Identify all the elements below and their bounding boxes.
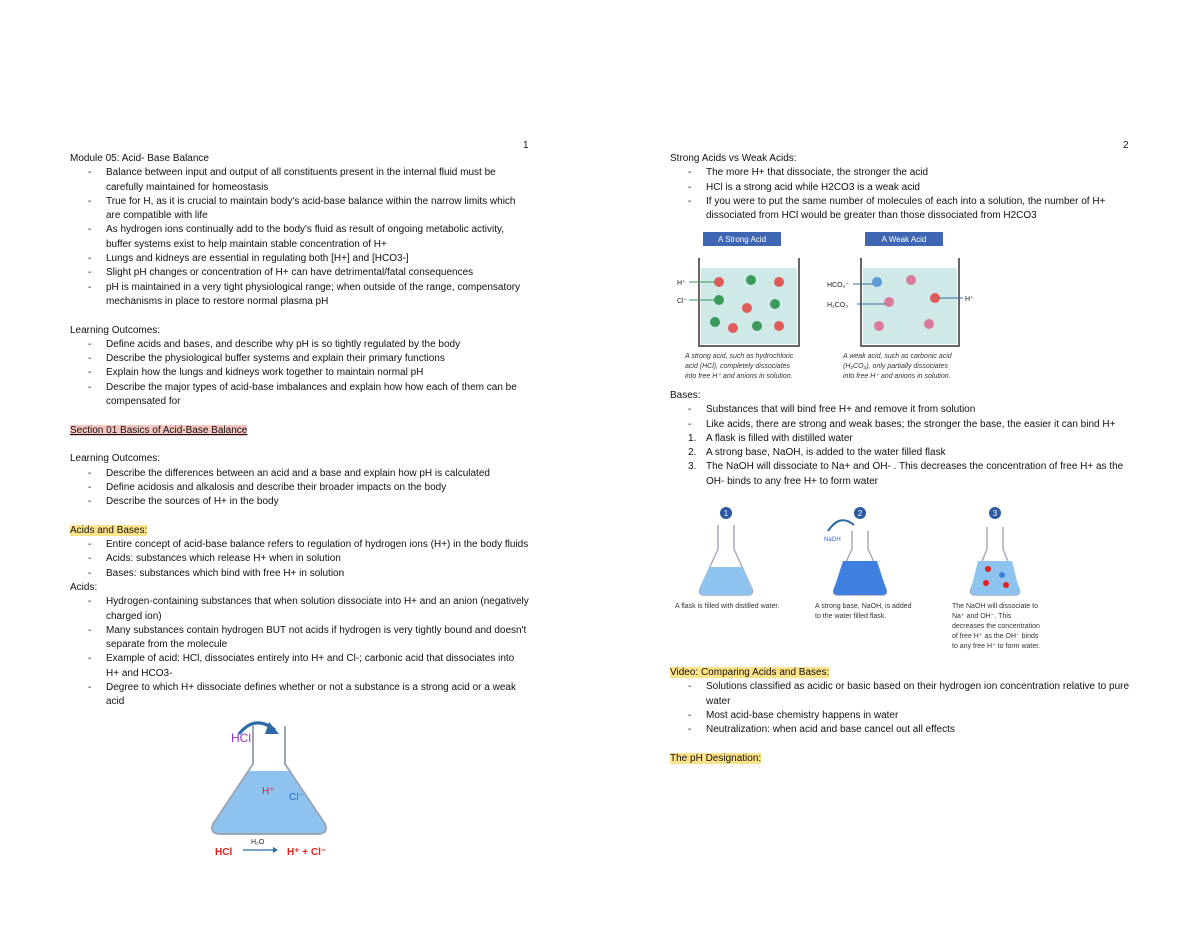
list-item: - Substances that will bind free H+ and remove it from solution: [670, 403, 1130, 417]
weak-h2co3-label: H₂CO₃: [827, 302, 849, 309]
list-item: - Describe the physiological buffer systems and explain their primary functions: [70, 352, 530, 366]
list-item: - Hydrogen-containing substances that when solution dissociate into H+ and an anion (negatively charged ion): [70, 595, 530, 624]
list-item: - Entire concept of acid-base balance refers to regulation of hydrogen ions (H+) in the body fluids: [70, 538, 530, 552]
hcl-label: HCl: [231, 731, 251, 745]
ph-heading: The pH Designation:: [670, 752, 762, 764]
list-item: - Most acid-base chemistry happens in water: [670, 709, 1130, 723]
strong-h-label: H⁺: [677, 280, 686, 287]
naoh-flask-figure: [690, 505, 1070, 600]
page2-video-column: [670, 666, 1130, 766]
learning-outcomes-list: [70, 338, 530, 409]
strong-weak-heading: Strong Acids vs Weak Acids:: [670, 153, 797, 164]
step-1-badge: 1: [723, 509, 729, 518]
list-item: - Define acids and bases, and describe why pH is so tightly regulated by the body: [70, 338, 530, 352]
list-item: - Define acidosis and alkalosis and describe their broader impacts on the body: [70, 481, 530, 495]
strong-cl-label: Cl⁻: [677, 298, 688, 305]
bases-list: [670, 403, 1130, 432]
video-heading: Video: Comparing Acids and Bases:: [670, 667, 830, 678]
acids-heading: Acids:: [70, 581, 98, 593]
equation-water: H₂O: [251, 839, 265, 846]
list-item: - Describe the differences between an acid and a base and explain how pH is calculated: [70, 467, 530, 481]
hcl-flask-figure: [205, 716, 375, 856]
weak-acid-title: A Weak Acid: [881, 235, 927, 244]
list-item: - If you were to put the same number of molecules of each into a solution, the number of H+ dissociated from HCl would be greater than those dissociated from H2CO3: [670, 195, 1130, 224]
list-item: - Explain how the lungs and kidneys work together to maintain normal pH: [70, 366, 530, 380]
equation-right: H⁺ + Cl⁻: [287, 847, 327, 856]
intro-list: [70, 166, 530, 309]
strong-acid-title: A Strong Acid: [717, 235, 767, 244]
list-item: - Describe the major types of acid-base imbalances and explain how how each of them can be compensated for: [70, 381, 530, 410]
page-number-1: 1: [523, 140, 529, 151]
step-2-badge: 2: [857, 509, 863, 518]
equation-left: HCl: [215, 847, 233, 856]
weak-h-label: H⁺: [965, 296, 974, 303]
list-item: 2. A strong base, NaOH, is added to the water filled flask: [688, 447, 946, 459]
flask-caption-1: A flask is filled with distilled water.: [675, 603, 780, 610]
flask-caption-3: The NaOH will dissociate to Na⁺ and OH⁻. This decreases the concentration of free H⁺ as the OH⁻ binds to any free H⁺ to form water.: [952, 603, 1041, 650]
list-item: 3. The NaOH will dissociate to Na+ and OH- . This decreases the concentration of free H+ as the OH- binds to any free H+ to form water: [688, 461, 1124, 487]
list-item: - Lungs and kidneys are essential in regulating both [H+] and [HCO3-]: [70, 252, 530, 266]
list-item: - Balance between input and output of all constituents present in the internal fluid must be carefully maintained for homeostasis: [70, 166, 530, 195]
list-item: - Many substances contain hydrogen BUT not acids if hydrogen is very tightly bound and doesn't separate from the molecule: [70, 624, 530, 653]
weak-hco3-label: HCO₃⁻: [827, 282, 850, 289]
page2-top-column: [670, 152, 1130, 223]
video-list: [670, 680, 1130, 737]
list-item: - The more H+ that dissociate, the stronger the acid: [670, 166, 1130, 180]
acids-bases-list: [70, 538, 530, 581]
list-item: - Bases: substances which bind with free H+ in solution: [70, 567, 530, 581]
naoh-arrow-label: NaOH: [824, 537, 841, 543]
h-ion-label: H⁺: [262, 786, 275, 797]
section-heading: Section 01 Basics of Acid-Base Balance: [70, 424, 248, 436]
list-item: 1. A flask is filled with distilled water: [688, 432, 853, 444]
weak-acid-caption: A weak acid, such as carbonic acid (H₂CO₃), only partially dissociates into free H⁺ and anions in solution.: [843, 353, 952, 380]
learning-outcomes-heading: Learning Outcomes:: [70, 324, 161, 336]
page1-column: [70, 152, 530, 710]
page2-bases-column: [670, 389, 1130, 489]
section-outcomes-list: [70, 467, 530, 510]
flask-caption-2: A strong base, NaOH, is added to the water filled flask.: [815, 603, 912, 620]
bases-steps-list: [670, 432, 1130, 489]
list-item: - As hydrogen ions continually add to the body's fluid as result of ongoing metabolic activity, buffer systems exist to help maintain stable concentration of H+: [70, 223, 530, 252]
list-item: - Slight pH changes or concentration of H+ can have detrimental/fatal consequences: [70, 266, 530, 280]
page-number-2: 2: [1123, 140, 1129, 151]
list-item: - Like acids, there are strong and weak bases; the stronger the base, the easier it can bind H+: [670, 418, 1130, 432]
step-3-badge: 3: [992, 509, 998, 518]
bases-heading: Bases:: [670, 390, 701, 401]
list-item: - Degree to which H+ dissociate defines whether or not a substance is a strong acid or a weak acid: [70, 681, 530, 710]
cl-ion-label: Cl⁻: [289, 792, 304, 803]
list-item: - Solutions classified as acidic or basic based on their hydrogen ion concentration relative to pure water: [670, 680, 1130, 709]
section-outcomes-heading: Learning Outcomes:: [70, 453, 161, 465]
list-item: - Describe the sources of H+ in the body: [70, 495, 530, 509]
list-item: - True for H, as it is crucial to maintain body's acid-base balance within the narrow limits which are compatible with life: [70, 195, 530, 224]
list-item: - pH is maintained in a very tight physiological range; when outside of the range, compensatory mechanisms in place to restore normal plasma pH: [70, 281, 530, 310]
strong-acid-caption: A strong acid, such as hydrochloric acid (HCl), completely dissociates into free H⁺ and anions in solution.: [685, 353, 794, 380]
strong-weak-list: [670, 166, 1130, 223]
acids-bases-heading: Acids and Bases:: [70, 524, 148, 536]
module-title: Module 05: Acid- Base Balance: [70, 153, 209, 164]
list-item: - Acids: substances which release H+ when in solution: [70, 552, 530, 566]
acids-list: [70, 595, 530, 709]
list-item: - Example of acid: HCl, dissociates entirely into H+ and Cl-; carbonic acid that dissociates into H+ and HCO3-: [70, 652, 530, 681]
list-item: - HCl is a strong acid while H2CO3 is a weak acid: [670, 181, 1130, 195]
list-item: - Neutralization: when acid and base cancel out all effects: [670, 723, 1130, 737]
